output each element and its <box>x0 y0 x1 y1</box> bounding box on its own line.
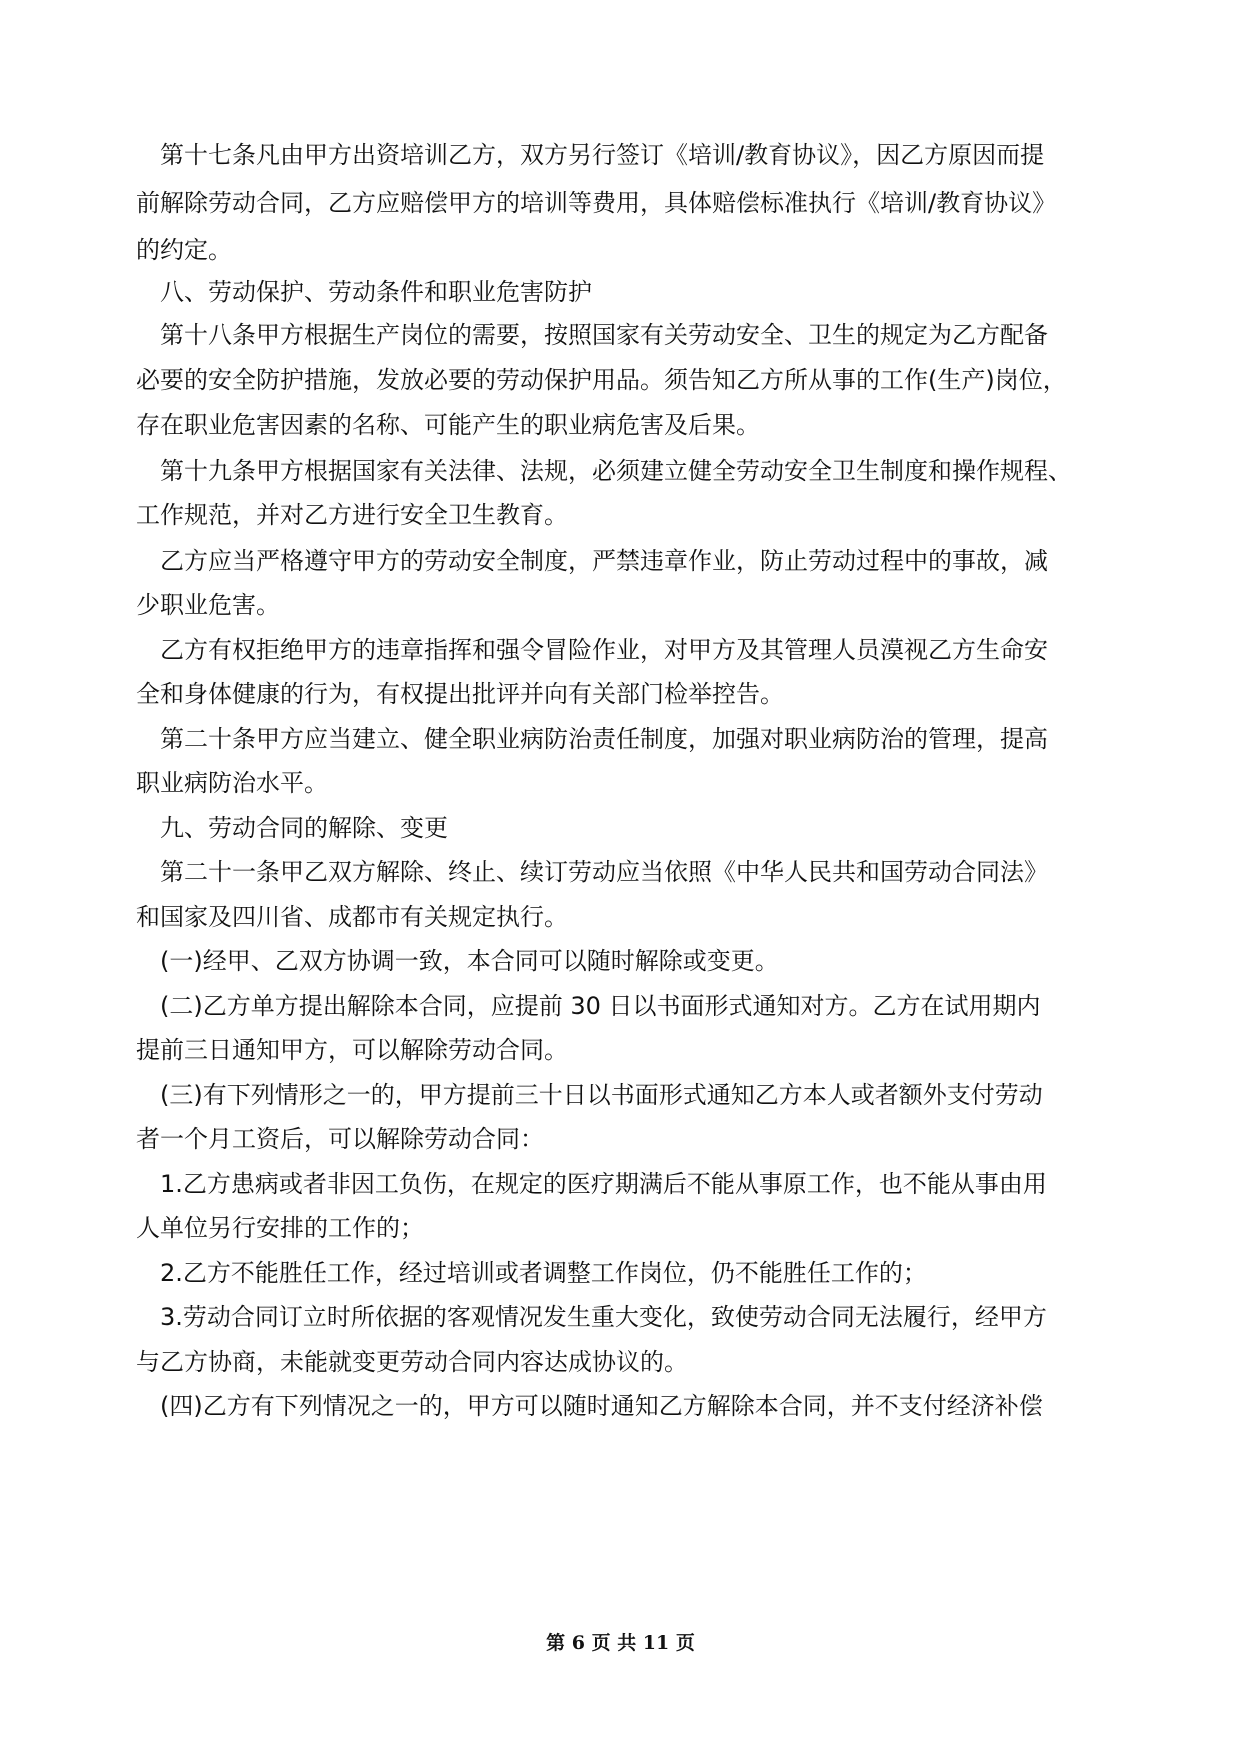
text-line: 的约定。 <box>136 236 232 264</box>
text-line: 提前三日通知甲方，可以解除劳动合同。 <box>136 1036 568 1064</box>
text-line: (二)乙方单方提出解除本合同，应提前 30 日以书面形式通知对方。乙方在试用期内 <box>160 992 1041 1020</box>
text-line: 必要的安全防护措施，发放必要的劳动保护用品。须告知乙方所从事的工作(生产)岗位， <box>136 366 1067 394</box>
text-line: 第十七条凡由甲方出资培训乙方，双方另行签订《培训/教育协议》，因乙方原因而提 <box>160 141 1045 169</box>
text-line: 存在职业危害因素的名称、可能产生的职业病危害及后果。 <box>136 411 760 439</box>
text-line: 2.乙方不能胜任工作，经过培训或者调整工作岗位，仍不能胜任工作的； <box>160 1259 927 1287</box>
text-line: 第二十条甲方应当建立、健全职业病防治责任制度，加强对职业病防治的管理，提高 <box>160 725 1048 753</box>
text-line: 3.劳动合同订立时所依据的客观情况发生重大变化，致使劳动合同无法履行，经甲方 <box>160 1303 1047 1331</box>
text-line: 者一个月工资后，可以解除劳动合同： <box>136 1125 544 1153</box>
text-line: (四)乙方有下列情况之一的，甲方可以随时通知乙方解除本合同，并不支付经济补偿 <box>160 1392 1043 1420</box>
text-line: 少职业危害。 <box>136 591 280 619</box>
text-line: 乙方应当严格遵守甲方的劳动安全制度，严禁违章作业，防止劳动过程中的事故，减 <box>160 547 1048 575</box>
page-number-footer: 第 6 页 共 11 页 <box>546 1632 695 1654</box>
section-heading: 九、劳动合同的解除、变更 <box>160 814 448 842</box>
text-line: (三)有下列情形之一的，甲方提前三十日以书面形式通知乙方本人或者额外支付劳动 <box>160 1081 1043 1109</box>
text-line: 工作规范，并对乙方进行安全卫生教育。 <box>136 501 568 529</box>
text-line: 乙方有权拒绝甲方的违章指挥和强令冒险作业，对甲方及其管理人员漠视乙方生命安 <box>160 636 1048 664</box>
text-line: 全和身体健康的行为，有权提出批评并向有关部门检举控告。 <box>136 680 784 708</box>
text-line: 职业病防治水平。 <box>136 769 328 797</box>
text-line: 第二十一条甲乙双方解除、终止、续订劳动应当依照《中华人民共和国劳动合同法》 <box>160 858 1048 886</box>
text-line: 和国家及四川省、成都市有关规定执行。 <box>136 903 568 931</box>
text-line: 与乙方协商，未能就变更劳动合同内容达成协议的。 <box>136 1348 688 1376</box>
text-line: (一)经甲、乙双方协调一致，本合同可以随时解除或变更。 <box>160 947 779 975</box>
text-line: 1.乙方患病或者非因工负伤，在规定的医疗期满后不能从事原工作，也不能从事由用 <box>160 1170 1047 1198</box>
section-heading: 八、劳动保护、劳动条件和职业危害防护 <box>160 278 592 306</box>
text-line: 第十九条甲方根据国家有关法律、法规，必须建立健全劳动安全卫生制度和操作规程、 <box>160 457 1072 485</box>
text-line: 第十八条甲方根据生产岗位的需要，按照国家有关劳动安全、卫生的规定为乙方配备 <box>160 321 1048 349</box>
text-line: 人单位另行安排的工作的； <box>136 1214 424 1242</box>
text-line: 前解除劳动合同，乙方应赔偿甲方的培训等费用，具体赔偿标准执行《培训/教育协议》 <box>136 189 1057 217</box>
